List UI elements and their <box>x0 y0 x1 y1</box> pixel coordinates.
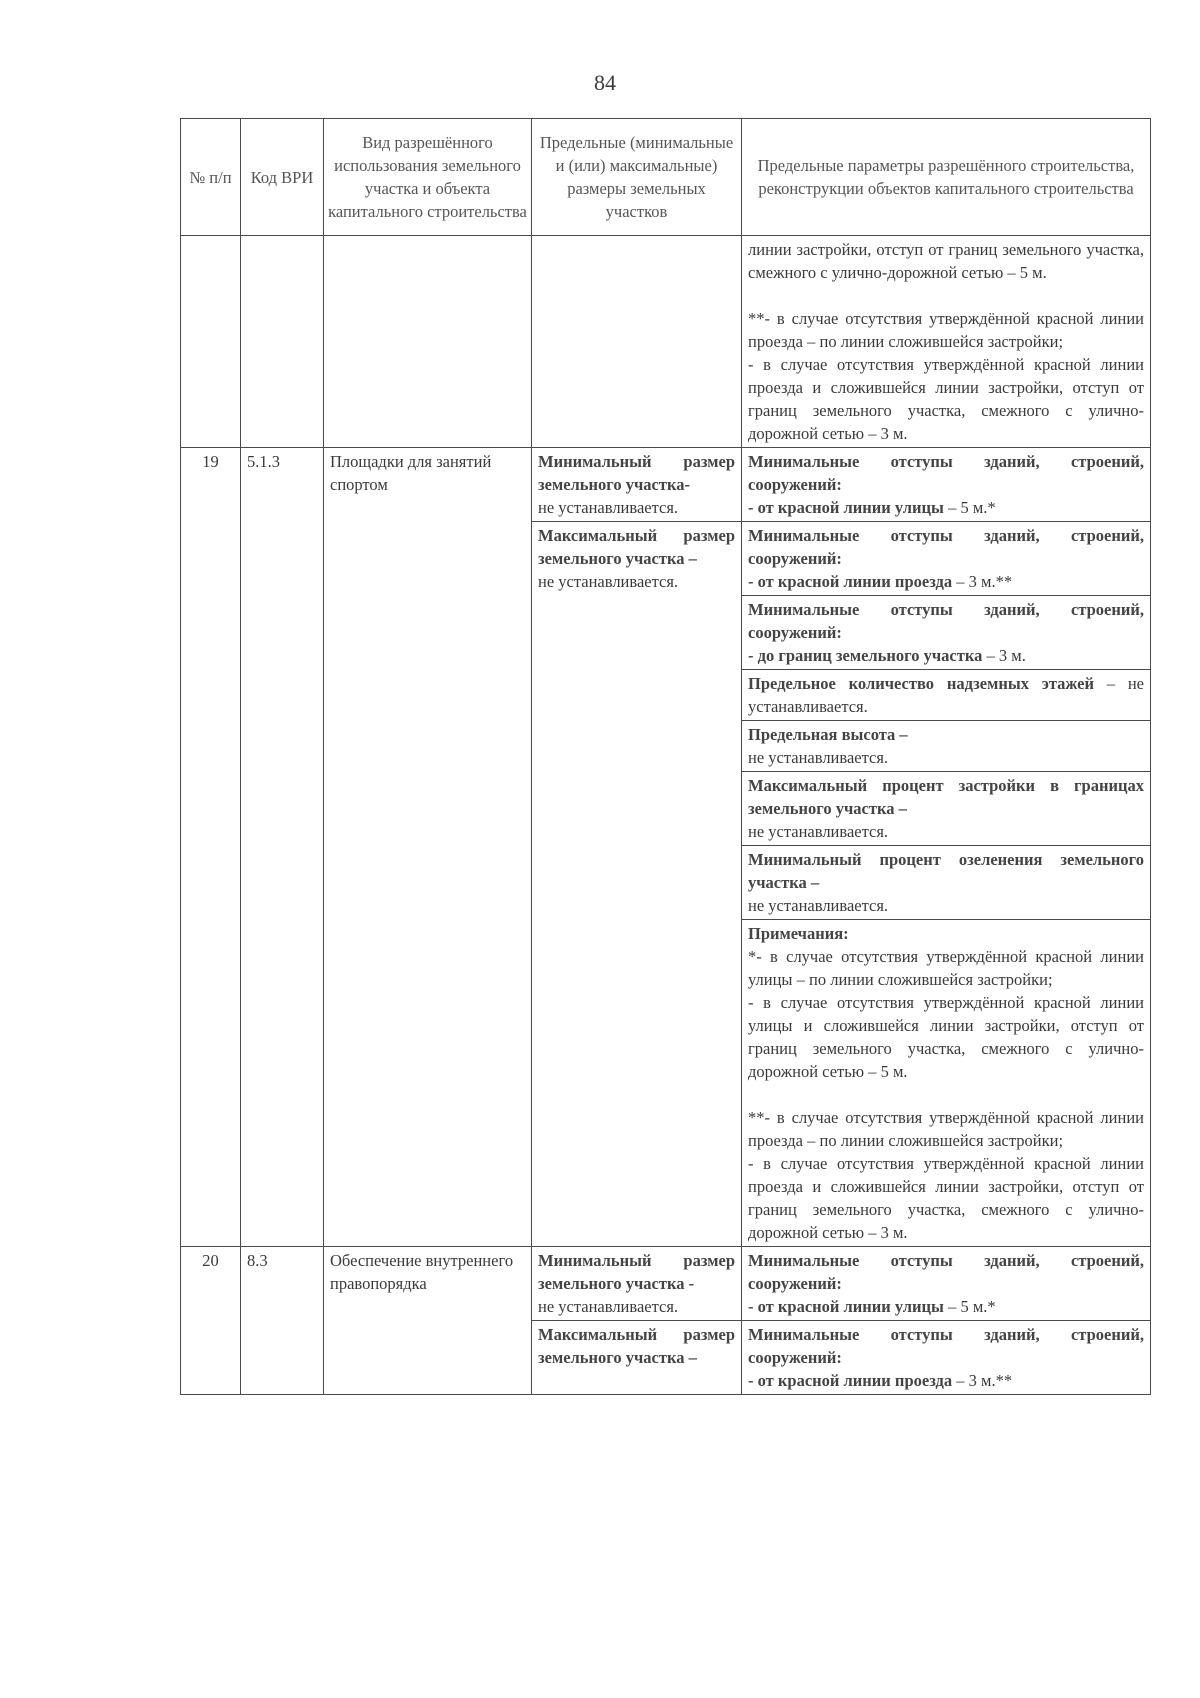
cont-note-3: - в случае отсутствия утверждённой красной линии проезда и сложившейся линии застройки, отступ от границ земельного участка, смежного с улично-дорожной сетью – 3 м. <box>748 355 1144 443</box>
row19-note-2: - в случае отсутствия утверждённой красной линии улицы и сложившейся линии застройки, отступ от границ земельного участка, смежного с улично-дорожной сетью – 5 м. <box>748 993 1144 1081</box>
table-row <box>181 1247 1151 1321</box>
row19-param-2: Минимальные отступы зданий, строений, сооружений: - от красной линии проезда – 3 м.** <box>742 522 1151 596</box>
page-number: 84 <box>594 70 616 95</box>
regulations-table <box>180 118 1151 1395</box>
row19-max-size-label: Максимальный размер земельного участка – <box>538 526 735 568</box>
row20-min-size-label: Минимальный размер земельного участка - <box>538 1251 735 1293</box>
row19-notes-heading: Примечания: <box>748 924 849 943</box>
header-sizes: Предельные (минимальные и (или) максимальные) размеры земельных участков <box>532 119 742 236</box>
row19-note-1: *- в случае отсутствия утверждённой красной линии улицы – по линии сложившейся застройки; <box>748 947 1144 989</box>
row19-name: Площадки для занятий спортом <box>324 448 532 1247</box>
row19-note-3: **- в случае отсутствия утверждённой красной линии проезда – по линии сложившейся застройки; <box>748 1108 1144 1150</box>
cont-note-2: **- в случае отсутствия утверждённой красной линии проезда – по линии сложившейся застройки; <box>748 309 1144 351</box>
header-use: Вид разрешённого использования земельного участка и объекта капитального строительства <box>324 119 532 236</box>
row19-num: 19 <box>181 448 241 1247</box>
row19-param-3: Минимальные отступы зданий, строений, сооружений: - до границ земельного участка – 3 м. <box>742 596 1151 670</box>
row20-min-size-value: не устанавливается. <box>538 1297 679 1316</box>
table-row <box>181 236 1151 448</box>
row19-param-6: Максимальный процент застройки в границах земельного участка – не устанавливается. <box>742 772 1151 846</box>
row19-max-size <box>532 522 742 1247</box>
row20-max-size <box>532 1321 742 1395</box>
table-row <box>181 448 1151 522</box>
row20-num: 20 <box>181 1247 241 1395</box>
row19-min-size-label: Минимальный размер земельного участка- <box>538 452 735 494</box>
row19-note-4: - в случае отсутствия утверждённой красной линии проезда и сложившейся линии застройки, отступ от границ земельного участка, смежного с улично-дорожной сетью – 3 м. <box>748 1154 1144 1242</box>
row19-param-7: Минимальный процент озеленения земельного участка – не устанавливается. <box>742 846 1151 920</box>
row19-min-size-value: не устанавливается. <box>538 498 679 517</box>
row20-min-size <box>532 1247 742 1321</box>
row20-name: Обеспечение внутреннего правопорядка <box>324 1247 532 1395</box>
row20-max-size-label: Максимальный размер земельного участка – <box>538 1325 735 1367</box>
row19-notes <box>742 920 1151 1247</box>
row19-max-size-value: не устанавливается. <box>538 572 679 591</box>
continued-notes <box>742 236 1151 448</box>
cont-note-1: линии застройки, отступ от границ земельного участка, смежного с улично-дорожной сетью – 5 м. <box>748 240 1144 282</box>
row20-param-1: Минимальные отступы зданий, строений, сооружений: - от красной линии улицы – 5 м.* <box>742 1247 1151 1321</box>
row19-param-1: Минимальные отступы зданий, строений, сооружений: - от красной линии улицы – 5 м.* <box>742 448 1151 522</box>
row20-param-2: Минимальные отступы зданий, строений, сооружений: - от красной линии проезда – 3 м.** <box>742 1321 1151 1395</box>
row19-min-size <box>532 448 742 522</box>
header-num: № п/п <box>181 119 241 236</box>
header-code: Код ВРИ <box>241 119 324 236</box>
row19-param-4: Предельное количество надземных этажей – не устанавливается. <box>742 670 1151 721</box>
row19-code: 5.1.3 <box>241 448 324 1247</box>
header-params: Предельные параметры разрешённого строительства, реконструкции объектов капитального строительства <box>742 119 1151 236</box>
row20-code: 8.3 <box>241 1247 324 1395</box>
row19-param-5: Предельная высота – не устанавливается. <box>742 721 1151 772</box>
table-header-row <box>181 119 1151 236</box>
